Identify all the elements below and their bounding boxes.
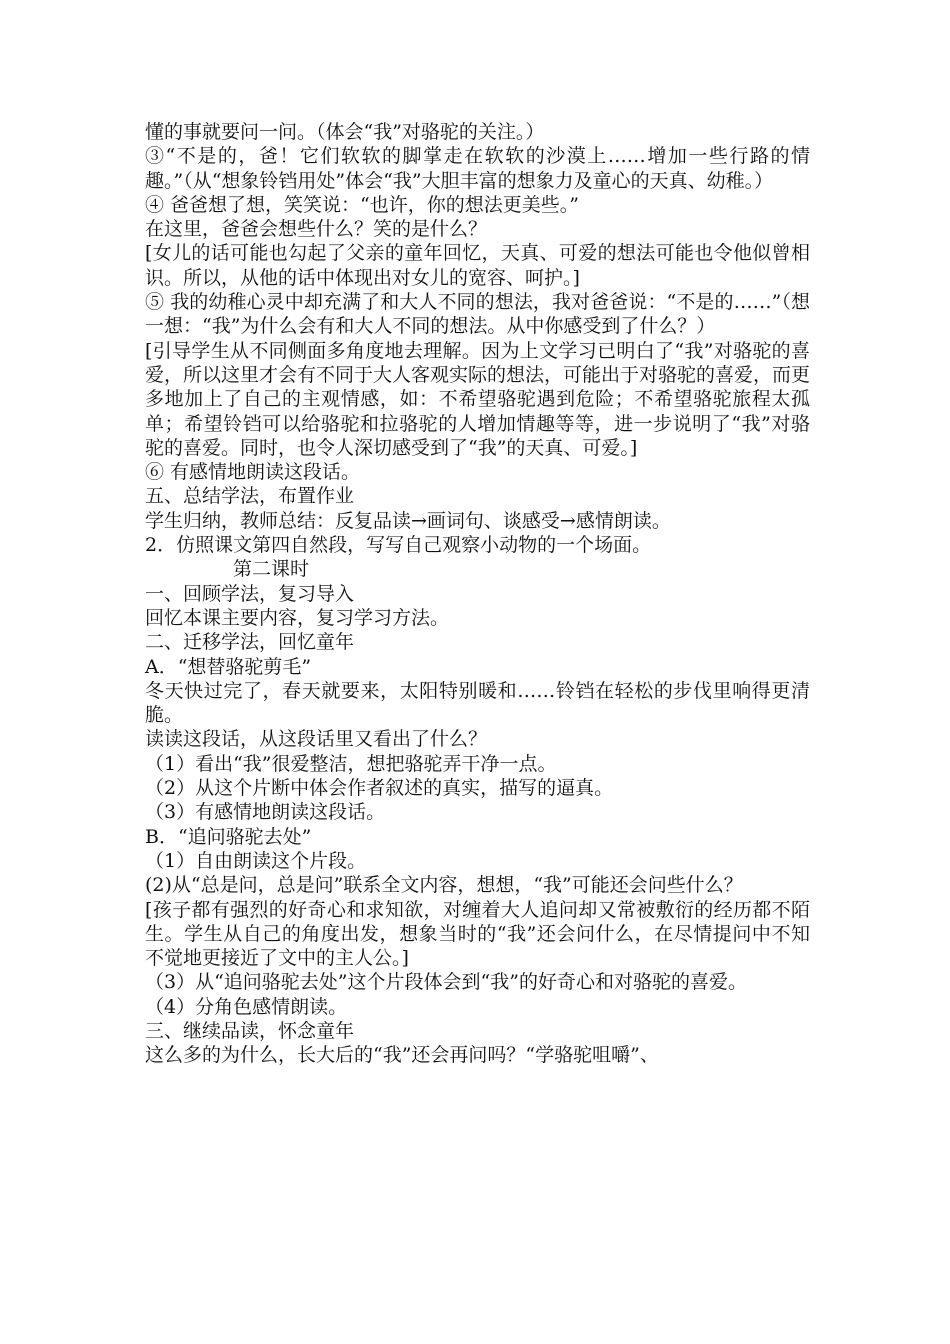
section-heading: 二、迁移学法，回忆童年 xyxy=(145,631,355,654)
section-heading: 三、继续品读，怀念童年 xyxy=(145,1019,355,1042)
lesson-title: 第二课时 xyxy=(233,558,310,581)
paragraph: 冬天快过完了，春天就要来，太阳特别暖和……铃铛在轻松的步伐里响得更清脆。 xyxy=(145,679,810,727)
section-heading: 一、回顾学法，复习导入 xyxy=(145,582,355,605)
paragraph: ⑥ 有感情地朗读这段话。 xyxy=(145,461,361,484)
section-heading: 五、总结学法，布置作业 xyxy=(145,485,355,508)
list-item: （1）自由朗读这个片段。 xyxy=(145,849,367,872)
list-item: (2)从“总是问，总是问”联系全文内容，想想，“我”可能还会问些什么？ xyxy=(145,874,743,897)
list-item: （2）从这个片断中体会作者叙述的真实，描写的逼真。 xyxy=(145,777,614,800)
paragraph: 学生归纳，教师总结：反复品读→画词句、谈感受→感情朗读。 xyxy=(145,509,671,532)
list-item: （3）有感情地朗读这段话。 xyxy=(145,801,386,824)
list-item: （4）分角色感情朗读。 xyxy=(145,995,348,1018)
paragraph: 读读这段话，从这段话里又看出了什么？ xyxy=(145,728,488,751)
paragraph: 2．仿照课文第四自然段，写写自己观察小动物的一个场面。 xyxy=(145,534,652,557)
paragraph: [女儿的话可能也勾起了父亲的童年回忆，天真、可爱的想法可能也令他似曾相识。所以，从他的话中体现出对女儿的宽容、呵护。] xyxy=(145,242,810,289)
paragraph: ⑤ 我的幼稚心灵中却充满了和大人不同的想法，我对爸爸说：“不是的……”（想一想：“我”为什么会有和大人不同的想法。从中你感受到了什么？） xyxy=(145,291,810,338)
paragraph: [引导学生从不同侧面多角度地去理解。因为上文学习已明白了“我”对骆驼的喜爱，所以这里才会有不同于大人客观实际的想法，可能出于对骆驼的喜爱，而更多地加上了自己的主观情感，如：不希望骆驼遇到危险；不希望骆驼旅程太孤单；希望铃铛可以给骆驼和拉骆驼的人增加情趣等等，进一步说明了“我”对骆驼的喜爱。同时，也令人深切感受到了“我”的天真、可爱。] xyxy=(145,339,811,459)
list-item: （1）看出“我”很爱整洁，想把骆驼弄干净一点。 xyxy=(145,752,557,775)
paragraph: 这么多的为什么，长大后的“我”还会再问吗？“学骆驼咀嚼”、 xyxy=(145,1044,659,1067)
paragraph: [孩子都有强烈的好奇心和求知欲，对缠着大人追问却又常被敷衍的经历都不陌生。学生从自己的角度出发，想象当时的“我”还会问什么，在尽情提问中不知不觉地更接近了文中的主人公。] xyxy=(145,898,810,970)
subsection-heading: B．“追问骆驼去处” xyxy=(145,825,312,848)
subsection-heading: A．“想替骆驼剪毛” xyxy=(145,655,312,678)
list-item: （3）从“追问骆驼去处”这个片段体会到“我”的好奇心和对骆驼的喜爱。 xyxy=(145,971,747,994)
paragraph: ③“不是的，爸！它们软软的脚掌走在软软的沙漠上……增加一些行路的情趣。”（从“想象铃铛用处”体会“我”大胆丰富的想象力及童心的天真、幼稚。） xyxy=(145,145,810,192)
paragraph: 回忆本课主要内容，复习学习方法。 xyxy=(145,606,450,629)
paragraph: 懂的事就要问一问。（体会“我”对骆驼的关注。） xyxy=(145,121,545,143)
paragraph: ④ 爸爸想了想，笑笑说：“也许，你的想法更美些。” xyxy=(145,193,579,216)
paragraph: 在这里，爸爸会想些什么？笑的是什么？ xyxy=(145,218,488,241)
document-body xyxy=(145,120,810,1068)
